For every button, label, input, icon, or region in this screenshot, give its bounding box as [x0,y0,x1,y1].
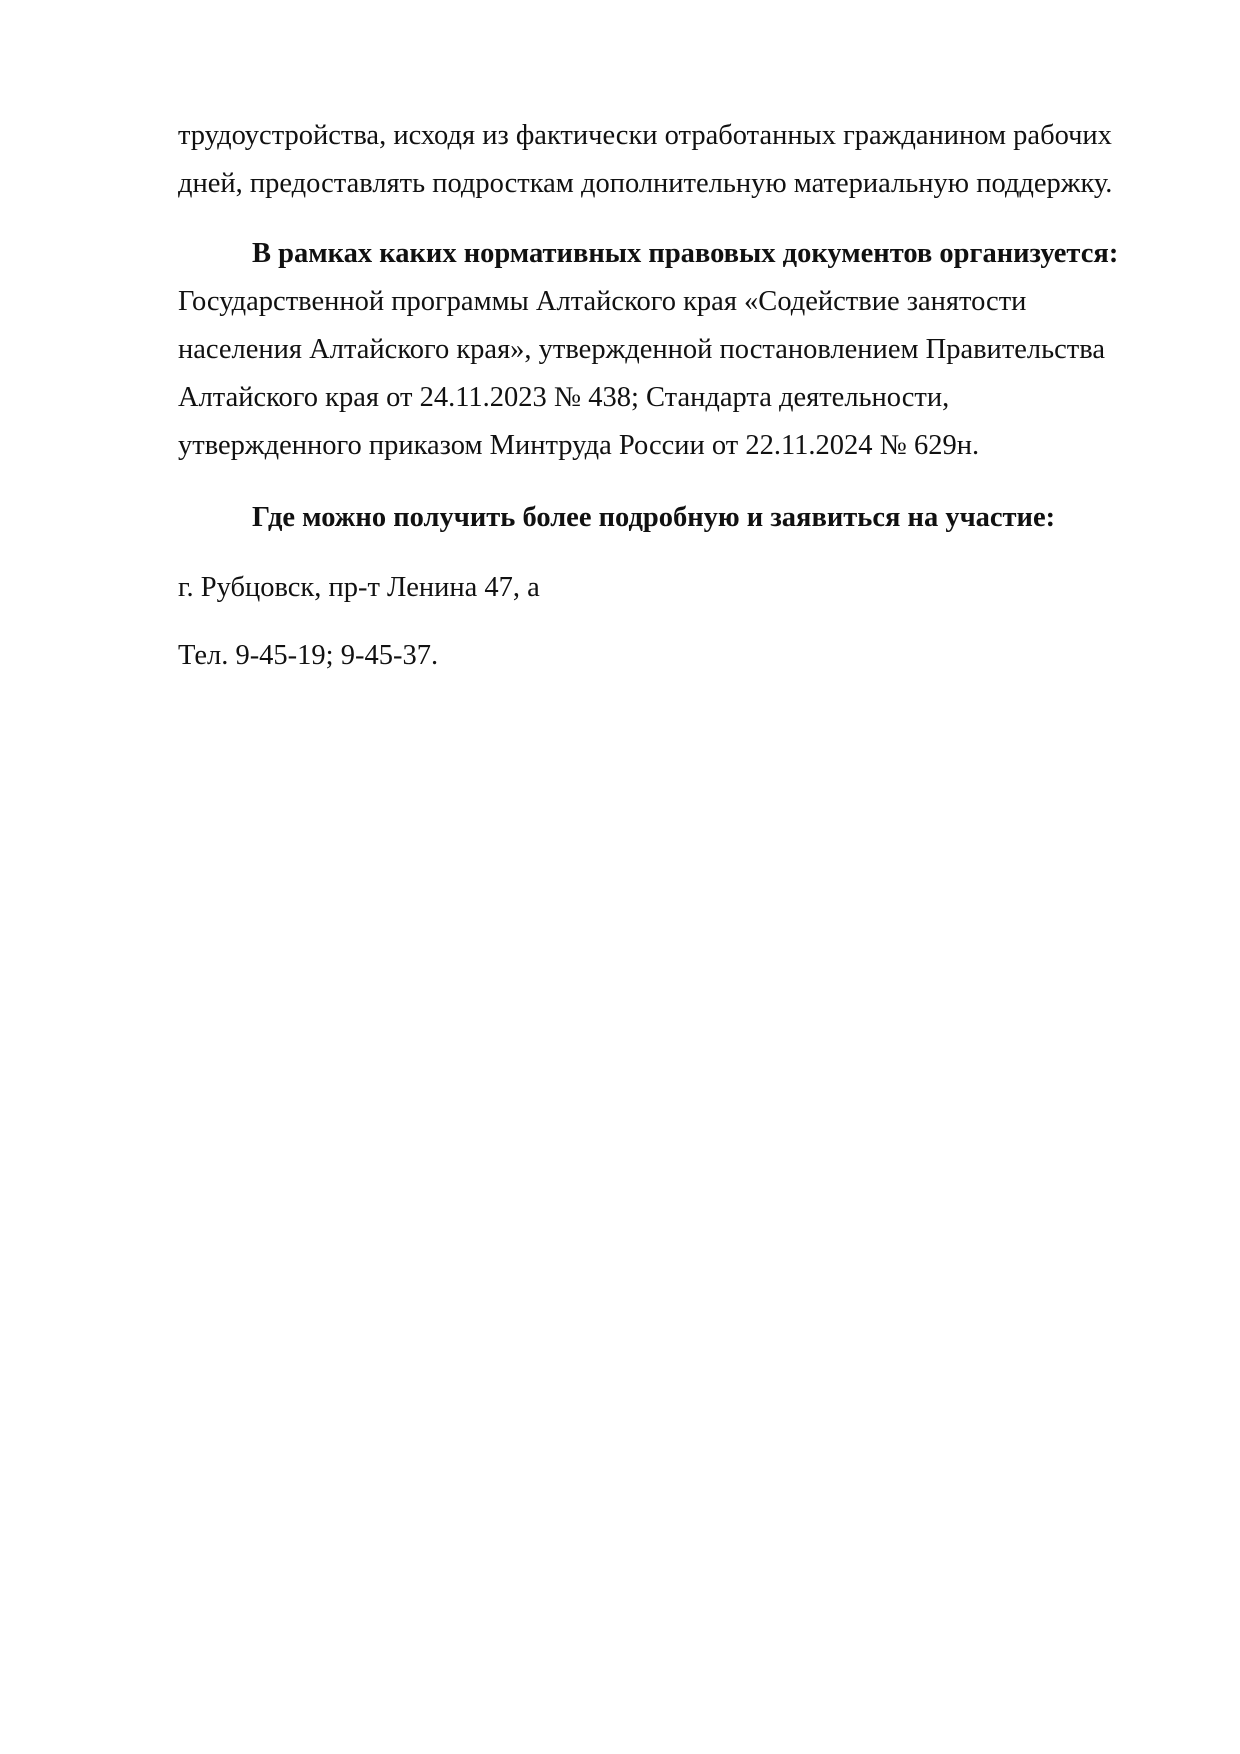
intro-line-2: дней, предоставлять подросткам дополнительную материальную поддержку. [178,168,1113,199]
spacer [178,612,1158,632]
contacts-heading: Где можно получить более подробную и заявиться на участие: [252,502,1056,533]
contacts-section [178,494,1158,680]
legal-basis-line-4: утвержденного приказом Минтруда России от 22.11.2024 № 629н. [178,430,980,461]
spacer [178,208,1158,230]
spacer [178,542,1158,564]
spacer [178,470,1158,494]
legal-basis-section [178,230,1158,470]
legal-basis-line-3: Алтайского края от 24.11.2023 № 438; Стандарта деятельности, [178,382,950,413]
legal-basis-line-1: Государственной программы Алтайского края «Содействие занятости [178,286,1027,317]
document-body [178,112,1158,680]
contact-address: г. Рубцовск, пр-т Ленина 47, а [178,572,540,603]
intro-line-1: трудоустройства, исходя из фактически отработанных гражданином рабочих [178,120,1112,151]
legal-basis-heading: В рамках каких нормативных правовых документов организуется: [252,238,1119,269]
contact-phone: Тел. 9-45-19; 9-45-37. [178,640,439,671]
intro-paragraph [178,112,1158,208]
legal-basis-line-2: населения Алтайского края», утвержденной постановлением Правительства [178,334,1105,365]
